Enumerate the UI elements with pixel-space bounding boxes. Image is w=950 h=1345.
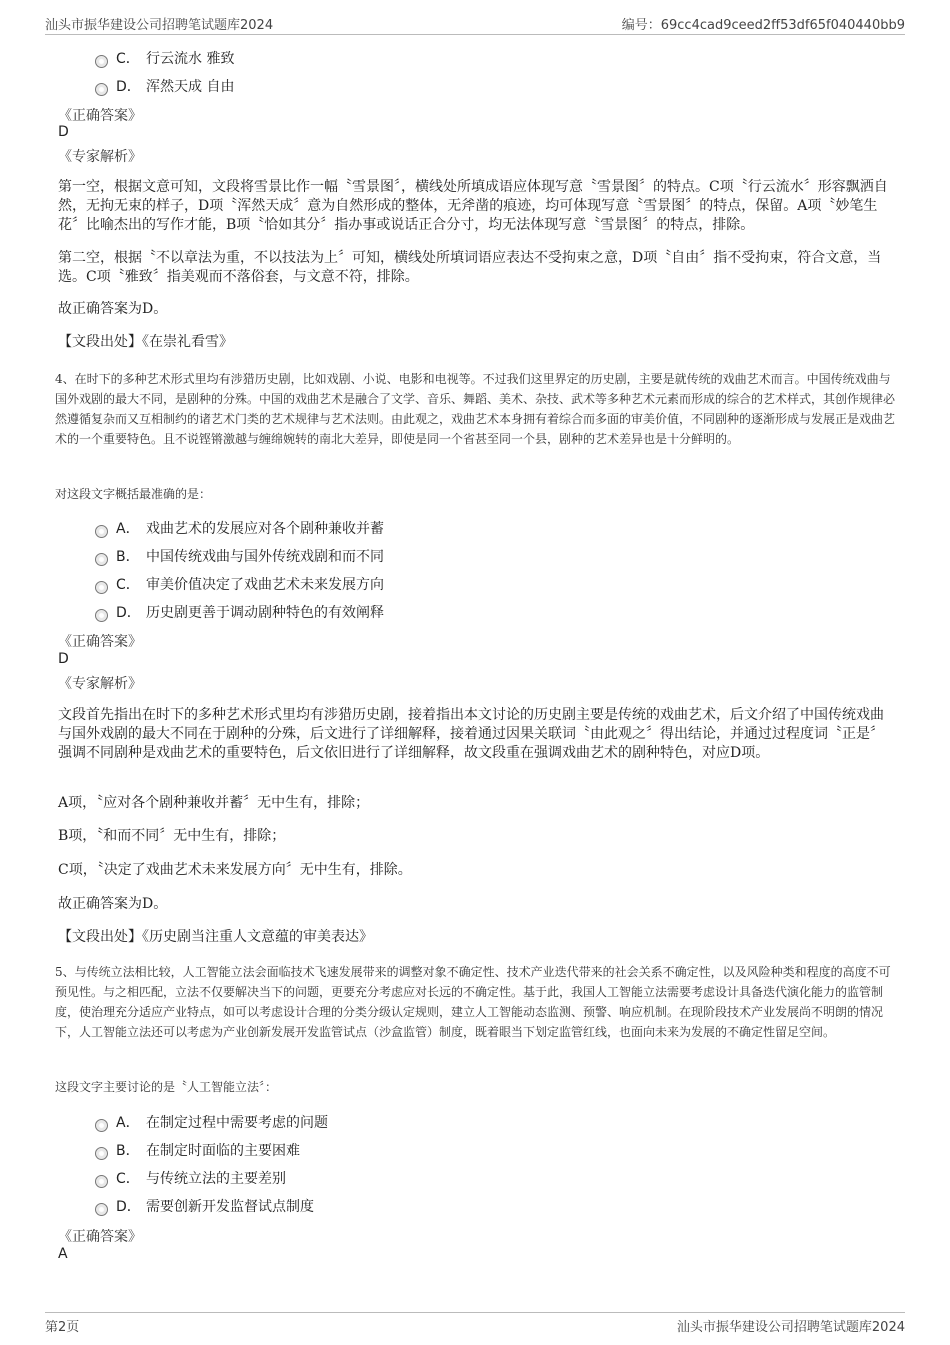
- q5-option-a[interactable]: A． 在制定过程中需要考虑的问题: [95, 1112, 328, 1132]
- analysis-item: A项，〝应对各个剧种兼收并蓄〞无中生有，排除；: [58, 795, 370, 811]
- question-text: 5、与传统立法相比较，人工智能立法会面临技术飞速发展带来的调整对象不确定性、技术产业迭代带来的社会关系不确定性，以及风险种类和程度的高度不可预见性。与之相匹配，立法不仅要解决当下的问题，更要充分考虑应对长远的不确定性。基于此，我国人工智能立法需要考虑设计具备迭代演化能力的监管制度，使治理充分适应产业特点，如可以考虑设计合理的分类分级认定规则，建立人工智能动态监测、预警、响应机制。在现阶段技术产业发展尚不明朗的情况下，人工智能立法还可以考虑为产业创新发展开发监管试点（沙盒监管）制度，既着眼当下划定监管红线，也面向未来为发展的不确定性留足空间。: [55, 965, 891, 1039]
- q3-option-c[interactable]: C． 行云流水 雅致: [95, 48, 234, 68]
- page-footer: [45, 1312, 905, 1335]
- page-header: [45, 12, 905, 35]
- source-citation: 【文段出处】《历史剧当注重人文意蕴的审美表达》: [58, 929, 373, 945]
- analysis-paragraph: 第一空，根据文意可知，文段将雪景比作一幅〝雪景图〞，横线处所填成语应体现写意〝雪景图〞的特点。C项〝行云流水〞形容飘洒自然，无拘无束的样子，D项〝浑然天成〞意为自然形成的整体，无斧凿的痕迹，均可体现写意〝雪景图〞的特点，保留。A项〝妙笔生花〞比喻杰出的写作才能，B项〝恰如其分〞指办事或说话正合分寸，均无法体现写意〝雪景图〞的特点，排除。: [58, 179, 888, 233]
- footer-title: 汕头市振华建设公司招聘笔试题库2024: [676, 1320, 905, 1335]
- page-number: 第2页: [45, 1320, 80, 1335]
- answer-label: 《正确答案》: [58, 634, 142, 650]
- question-text: 4、在时下的多种艺术形式里均有涉猎历史剧，比如戏剧、小说、电影和电视等。不过我们这里界定的历史剧，主要是就传统的戏曲艺术而言。中国传统戏曲与国外戏剧的最大不同，是剧种的分殊。中国的戏曲艺术是融合了文学、音乐、舞蹈、美术、杂技、武术等多种艺术元素而形成的综合的艺术样式，其创作规律必然遵循复杂而又互相制约的诸艺术门类的艺术规律与艺术法则。由此观之，戏曲艺术本身拥有着综合而多面的审美价值，不同剧种的逐渐形成与发展正是戏曲艺术的一个重要特色。且不说铿锵激越与缠绵婉转的南北大差异，即使是同一个省甚至同一个县，剧种的艺术差异也是十分鲜明的。: [55, 372, 896, 446]
- header-title: 汕头市振华建设公司招聘笔试题库2024: [45, 18, 274, 33]
- answer-value: D: [58, 124, 69, 140]
- q5-option-c[interactable]: C． 与传统立法的主要差别: [95, 1168, 286, 1188]
- analysis-item: C项，〝决定了戏曲艺术未来发展方向〞无中生有，排除。: [58, 862, 412, 878]
- source-citation: 【文段出处】《在崇礼看雪》: [58, 334, 233, 350]
- q4-option-a[interactable]: A． 戏曲艺术的发展应对各个剧种兼收并蓄: [95, 518, 384, 538]
- radio-icon[interactable]: [95, 1203, 108, 1216]
- radio-icon[interactable]: [95, 609, 108, 622]
- radio-icon[interactable]: [95, 1175, 108, 1188]
- q4-option-c[interactable]: C． 审美价值决定了戏曲艺术未来发展方向: [95, 574, 384, 594]
- radio-icon[interactable]: [95, 1147, 108, 1160]
- radio-icon[interactable]: [95, 525, 108, 538]
- answer-value: A: [58, 1246, 68, 1262]
- radio-icon[interactable]: [95, 83, 108, 96]
- radio-icon[interactable]: [95, 581, 108, 594]
- q5-option-d[interactable]: D． 需要创新开发监督试点制度: [95, 1196, 314, 1216]
- q4-option-d[interactable]: D． 历史剧更善于调动剧种特色的有效阐释: [95, 602, 384, 622]
- header-serial: 编号：69cc4cad9ceed2ff53df65f040440bb9: [621, 18, 905, 33]
- question-prompt: 这段文字主要讨论的是〝人工智能立法〞：: [55, 1080, 278, 1094]
- radio-icon[interactable]: [95, 1119, 108, 1132]
- answer-value: D: [58, 651, 69, 667]
- q3-option-d[interactable]: D． 浑然天成 自由: [95, 76, 234, 96]
- analysis-paragraph: 第二空，根据〝不以章法为重，不以技法为上〞可知，横线处所填词语应表达不受拘束之意，D项〝自由〞指不受拘束，符合文意，当选。C项〝雅致〞指美观而不落俗套，与文意不符，排除。: [58, 250, 882, 285]
- analysis-conclusion: 故正确答案为D。: [58, 301, 168, 317]
- analysis-paragraph: 文段首先指出在时下的多种艺术形式里均有涉猎历史剧，接着指出本文讨论的历史剧主要是传统的戏曲艺术，后文介绍了中国传统戏曲与国外戏剧的最大不同在于剧种的分殊，后文进行了详细解释，接着通过因果关联词〝由此观之〞得出结论，并通过过程度词〝正是〞强调不同剧种是戏曲艺术的重要特色，后文依旧进行了详细解释，故文段重在强调戏曲艺术的剧种特色，对应D项。: [58, 707, 884, 761]
- analysis-conclusion: 故正确答案为D。: [58, 896, 168, 912]
- analysis-label: 《专家解析》: [58, 149, 142, 165]
- answer-label: 《正确答案》: [58, 108, 142, 124]
- question-prompt: 对这段文字概括最准确的是：: [55, 487, 212, 501]
- analysis-item: B项，〝和而不同〞无中生有，排除；: [58, 828, 286, 844]
- q4-option-b[interactable]: B． 中国传统戏曲与国外传统戏剧和而不同: [95, 546, 384, 566]
- radio-icon[interactable]: [95, 553, 108, 566]
- answer-label: 《正确答案》: [58, 1229, 142, 1245]
- radio-icon[interactable]: [95, 55, 108, 68]
- q5-option-b[interactable]: B． 在制定时面临的主要困难: [95, 1140, 300, 1160]
- analysis-label: 《专家解析》: [58, 676, 142, 692]
